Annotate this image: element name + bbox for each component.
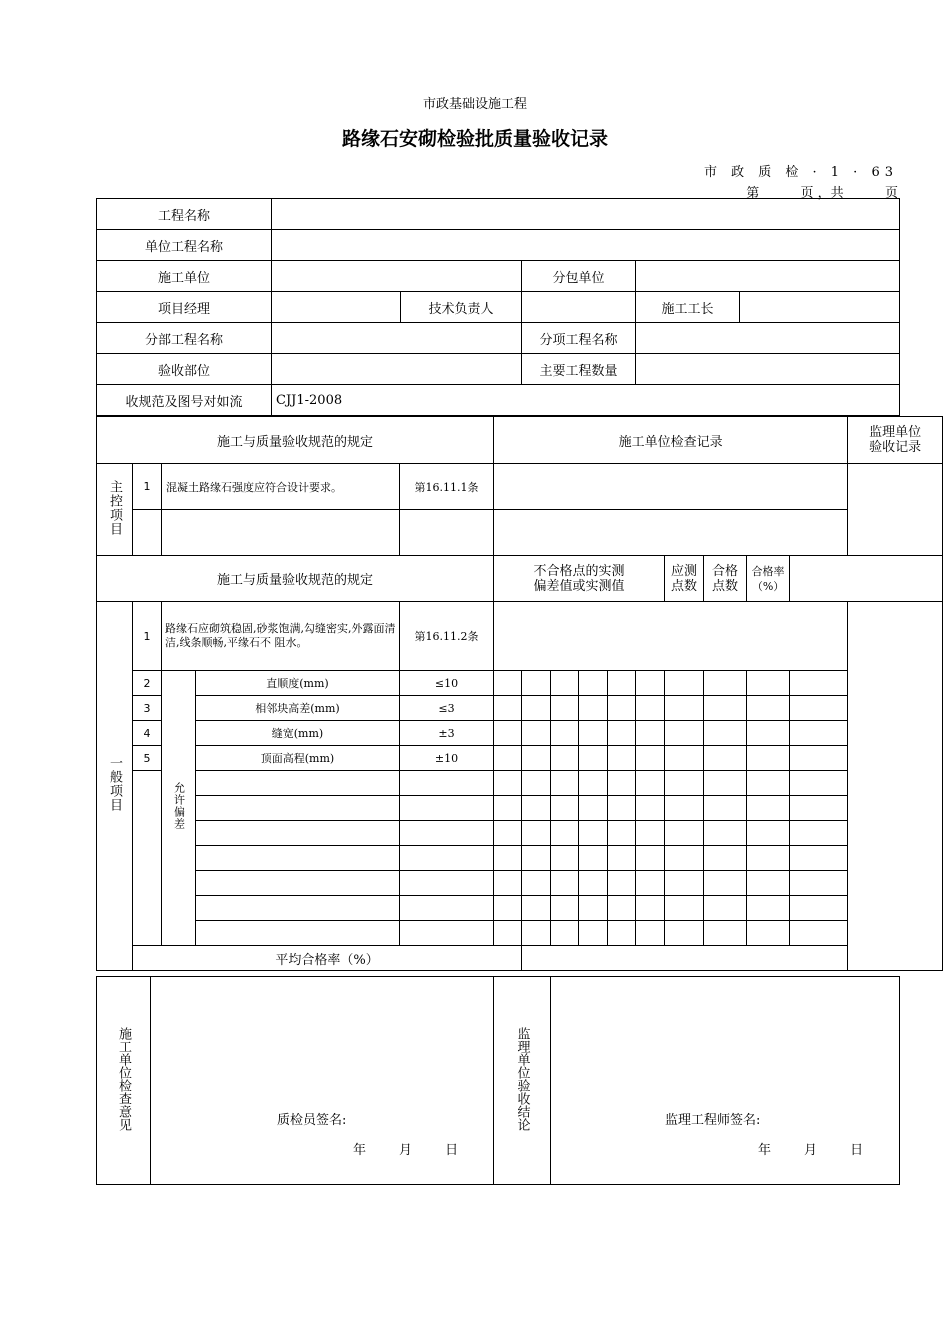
- cell[interactable]: [790, 721, 848, 746]
- construction-unit-field[interactable]: [272, 261, 522, 292]
- tol-row-name: 直顺度(mm): [196, 671, 400, 696]
- construction-opinion-field[interactable]: [151, 977, 494, 1185]
- cell[interactable]: [494, 796, 522, 821]
- cell[interactable]: [704, 846, 747, 871]
- cell[interactable]: [522, 896, 551, 921]
- cell[interactable]: [522, 771, 551, 796]
- main-record-header: 施工单位检查记录: [494, 417, 848, 464]
- cell[interactable]: [636, 796, 665, 821]
- cell[interactable]: [608, 771, 636, 796]
- location-label: 验收部位: [97, 354, 272, 385]
- cell[interactable]: [196, 871, 400, 896]
- cell[interactable]: [636, 821, 665, 846]
- cell[interactable]: [400, 771, 494, 796]
- cell[interactable]: [608, 796, 636, 821]
- cell[interactable]: [636, 746, 665, 771]
- inspection-table: [96, 416, 943, 971]
- cell[interactable]: [579, 871, 608, 896]
- main-control-label: 主控项目: [97, 464, 133, 556]
- cell[interactable]: [522, 671, 551, 696]
- general-item1-record[interactable]: [494, 602, 848, 671]
- cell[interactable]: [579, 821, 608, 846]
- supervisor-conclusion-label: 监理单位验收结论: [494, 977, 551, 1185]
- cell[interactable]: [400, 921, 494, 946]
- subitem-label: 分项工程名称: [522, 323, 636, 354]
- cell[interactable]: [665, 771, 704, 796]
- deviation-header: 不合格点的实测 偏差值或实测值: [494, 556, 665, 602]
- cell[interactable]: [636, 921, 665, 946]
- cell[interactable]: [551, 671, 579, 696]
- tol-row-value: ≤3: [400, 696, 494, 721]
- cell[interactable]: [790, 746, 848, 771]
- cell[interactable]: [704, 821, 747, 846]
- cell[interactable]: [790, 671, 848, 696]
- cell[interactable]: [579, 796, 608, 821]
- tol-row-name: 相邻块高差(mm): [196, 696, 400, 721]
- cell[interactable]: [636, 671, 665, 696]
- cell[interactable]: [747, 846, 790, 871]
- cell[interactable]: [747, 871, 790, 896]
- form-subtitle: 市政基础设施工程: [422, 97, 527, 112]
- cell[interactable]: [704, 771, 747, 796]
- cell[interactable]: [704, 896, 747, 921]
- foreman-label: 施工工长: [636, 292, 740, 323]
- general-item1-clause: 第16.11.2条: [400, 602, 494, 671]
- cell[interactable]: [747, 746, 790, 771]
- main-item-no: 1: [133, 464, 162, 510]
- cell[interactable]: [790, 921, 848, 946]
- tol-row-no: 3: [133, 696, 162, 721]
- cell[interactable]: [608, 671, 636, 696]
- cell[interactable]: [747, 921, 790, 946]
- cell[interactable]: [494, 846, 522, 871]
- cell[interactable]: [494, 896, 522, 921]
- quantity-label: 主要工程数量: [522, 354, 636, 385]
- tol-row-value: ≤10: [400, 671, 494, 696]
- pass-rate-header: 合格率 （%）: [747, 556, 790, 602]
- tol-row-value: ±10: [400, 746, 494, 771]
- cell[interactable]: [704, 921, 747, 946]
- cell[interactable]: [704, 696, 747, 721]
- general-item1-no: 1: [133, 602, 162, 671]
- cell[interactable]: [196, 921, 400, 946]
- cell[interactable]: [579, 846, 608, 871]
- cell[interactable]: [747, 821, 790, 846]
- tol-row-name: 缝宽(mm): [196, 721, 400, 746]
- cell[interactable]: [608, 821, 636, 846]
- form-code: 市 政 质 检 · 1 · 63: [703, 165, 898, 180]
- cell[interactable]: [522, 746, 551, 771]
- cell[interactable]: [704, 671, 747, 696]
- main-item-clause: 第16.11.1条: [400, 464, 494, 510]
- cell[interactable]: [704, 721, 747, 746]
- unit-project-field[interactable]: [272, 230, 900, 261]
- cell[interactable]: [608, 721, 636, 746]
- cell[interactable]: [747, 771, 790, 796]
- cell[interactable]: [579, 746, 608, 771]
- cell[interactable]: [522, 921, 551, 946]
- cell[interactable]: [579, 921, 608, 946]
- form-title: 路缘石安砌检验批质量验收记录: [341, 128, 608, 150]
- main-item-text-empty: [162, 510, 400, 556]
- subcontract-label: 分包单位: [522, 261, 636, 292]
- cell[interactable]: [665, 796, 704, 821]
- cell[interactable]: [400, 896, 494, 921]
- cell[interactable]: [551, 821, 579, 846]
- general-item1-text: 路缘石应砌筑稳固,砂浆饱满,勾缝密实,外露面清洁,线条顺畅,平缘石不 阻水。: [165, 622, 396, 649]
- cell[interactable]: [196, 771, 400, 796]
- cell[interactable]: [665, 746, 704, 771]
- cell[interactable]: [400, 871, 494, 896]
- cell[interactable]: [551, 921, 579, 946]
- page-of: 第 页 ，共 页: [746, 186, 898, 201]
- engineer-date: 年 月 日: [758, 1143, 864, 1158]
- cell[interactable]: [665, 671, 704, 696]
- cell[interactable]: [608, 846, 636, 871]
- tol-row-no: 5: [133, 746, 162, 771]
- main-supervisor-record[interactable]: [848, 464, 943, 556]
- cell[interactable]: [579, 721, 608, 746]
- cell[interactable]: [551, 696, 579, 721]
- unit-project-label: 单位工程名称: [97, 230, 272, 261]
- cell[interactable]: [790, 796, 848, 821]
- cell[interactable]: [608, 921, 636, 946]
- cell[interactable]: [665, 821, 704, 846]
- cell[interactable]: [522, 796, 551, 821]
- cell[interactable]: [608, 696, 636, 721]
- main-item-text: 混凝土路缘石强度应符合设计要求。: [162, 464, 400, 510]
- cell[interactable]: [665, 721, 704, 746]
- cell[interactable]: [790, 871, 848, 896]
- cell[interactable]: [790, 896, 848, 921]
- cell[interactable]: [704, 871, 747, 896]
- general-spec-header: 施工与质量验收规范的规定: [97, 556, 494, 602]
- cell[interactable]: [196, 846, 400, 871]
- cell[interactable]: [551, 721, 579, 746]
- cell[interactable]: [551, 846, 579, 871]
- cell[interactable]: [790, 771, 848, 796]
- cell[interactable]: [579, 696, 608, 721]
- main-item-no-empty: [133, 510, 162, 556]
- inspector-sign-label: 质检员签名:: [277, 1113, 347, 1128]
- tol-row-value: ±3: [400, 721, 494, 746]
- cell[interactable]: [747, 896, 790, 921]
- foreman-field[interactable]: [740, 292, 900, 323]
- main-item-record-empty[interactable]: [494, 510, 848, 556]
- cell[interactable]: [494, 696, 522, 721]
- division-field[interactable]: [272, 323, 522, 354]
- subitem-field[interactable]: [636, 323, 900, 354]
- cell[interactable]: [551, 796, 579, 821]
- cell[interactable]: [608, 746, 636, 771]
- cell[interactable]: [665, 846, 704, 871]
- pass-points-header: 合格 点数: [704, 556, 747, 602]
- cell[interactable]: [196, 821, 400, 846]
- cell[interactable]: [522, 846, 551, 871]
- cell[interactable]: [494, 721, 522, 746]
- cell[interactable]: [551, 771, 579, 796]
- cell[interactable]: [636, 771, 665, 796]
- cell[interactable]: [747, 696, 790, 721]
- tol-row-name: 顶面高程(mm): [196, 746, 400, 771]
- cell[interactable]: [551, 746, 579, 771]
- project-info-table: [96, 198, 900, 416]
- cell[interactable]: [665, 871, 704, 896]
- construction-opinion-label: 施工单位检查意见: [97, 977, 151, 1185]
- quantity-field[interactable]: [636, 354, 900, 385]
- cell[interactable]: [579, 771, 608, 796]
- tol-no-empty: [133, 771, 162, 946]
- main-item-record[interactable]: [494, 464, 848, 510]
- standard-value[interactable]: CJJ1-2008: [272, 385, 900, 416]
- pm-label: 项目经理: [97, 292, 272, 323]
- cell[interactable]: [636, 721, 665, 746]
- location-field[interactable]: [272, 354, 522, 385]
- avg-rate-label: 平均合格率（%）: [133, 946, 522, 971]
- tech-lead-field[interactable]: [522, 292, 636, 323]
- cell[interactable]: [636, 896, 665, 921]
- cell[interactable]: [522, 871, 551, 896]
- cell[interactable]: [494, 921, 522, 946]
- cell[interactable]: [494, 771, 522, 796]
- subcontract-field[interactable]: [636, 261, 900, 292]
- cell[interactable]: [494, 746, 522, 771]
- cell[interactable]: [790, 696, 848, 721]
- cell[interactable]: [704, 746, 747, 771]
- avg-rate-field[interactable]: [522, 946, 943, 971]
- cell[interactable]: [579, 896, 608, 921]
- tech-lead-label: 技术负责人: [401, 292, 522, 323]
- signoff-table: [96, 976, 900, 1185]
- cell[interactable]: [551, 871, 579, 896]
- construction-unit-label: 施工单位: [97, 261, 272, 292]
- pm-field[interactable]: [272, 292, 401, 323]
- inspector-date: 年 月 日: [353, 1143, 459, 1158]
- cell[interactable]: [494, 871, 522, 896]
- cell[interactable]: [400, 846, 494, 871]
- supervisor-header: 监理单位 验收记录: [848, 417, 943, 464]
- tol-row-no: 2: [133, 671, 162, 696]
- cell[interactable]: [747, 671, 790, 696]
- cell[interactable]: [790, 821, 848, 846]
- measured-header: 应测 点数: [665, 556, 704, 602]
- general-supervisor-record[interactable]: [848, 602, 943, 971]
- cell[interactable]: [608, 871, 636, 896]
- cell[interactable]: [551, 896, 579, 921]
- cell[interactable]: [636, 696, 665, 721]
- cell[interactable]: [790, 846, 848, 871]
- cell[interactable]: [704, 796, 747, 821]
- cell[interactable]: [522, 821, 551, 846]
- division-label: 分部工程名称: [97, 323, 272, 354]
- cell[interactable]: [747, 721, 790, 746]
- cell[interactable]: [636, 871, 665, 896]
- cell[interactable]: [665, 921, 704, 946]
- cell[interactable]: [522, 721, 551, 746]
- general-label: 一般项目: [97, 602, 133, 971]
- supervisor-conclusion-field[interactable]: [551, 977, 900, 1185]
- project-name-field[interactable]: [272, 199, 900, 230]
- engineer-sign-label: 监理工程师签名:: [665, 1113, 761, 1128]
- tolerance-label: 允许偏差: [162, 671, 196, 946]
- general-item1-text-cell: [162, 602, 400, 671]
- cell[interactable]: [636, 846, 665, 871]
- main-item-clause-empty: [400, 510, 494, 556]
- cell[interactable]: [400, 821, 494, 846]
- cell[interactable]: [494, 671, 522, 696]
- tol-row-no: 4: [133, 721, 162, 746]
- project-name-label: 工程名称: [97, 199, 272, 230]
- main-spec-header: 施工与质量验收规范的规定: [97, 417, 494, 464]
- cell[interactable]: [579, 671, 608, 696]
- cell[interactable]: [665, 696, 704, 721]
- cell[interactable]: [196, 896, 400, 921]
- cell[interactable]: [494, 821, 522, 846]
- cell[interactable]: [747, 796, 790, 821]
- cell[interactable]: [665, 896, 704, 921]
- standard-label: 收规范及图号对如流: [97, 385, 272, 416]
- cell[interactable]: [400, 796, 494, 821]
- cell[interactable]: [522, 696, 551, 721]
- cell[interactable]: [196, 796, 400, 821]
- cell[interactable]: [608, 896, 636, 921]
- general-blank-header: [790, 556, 943, 602]
